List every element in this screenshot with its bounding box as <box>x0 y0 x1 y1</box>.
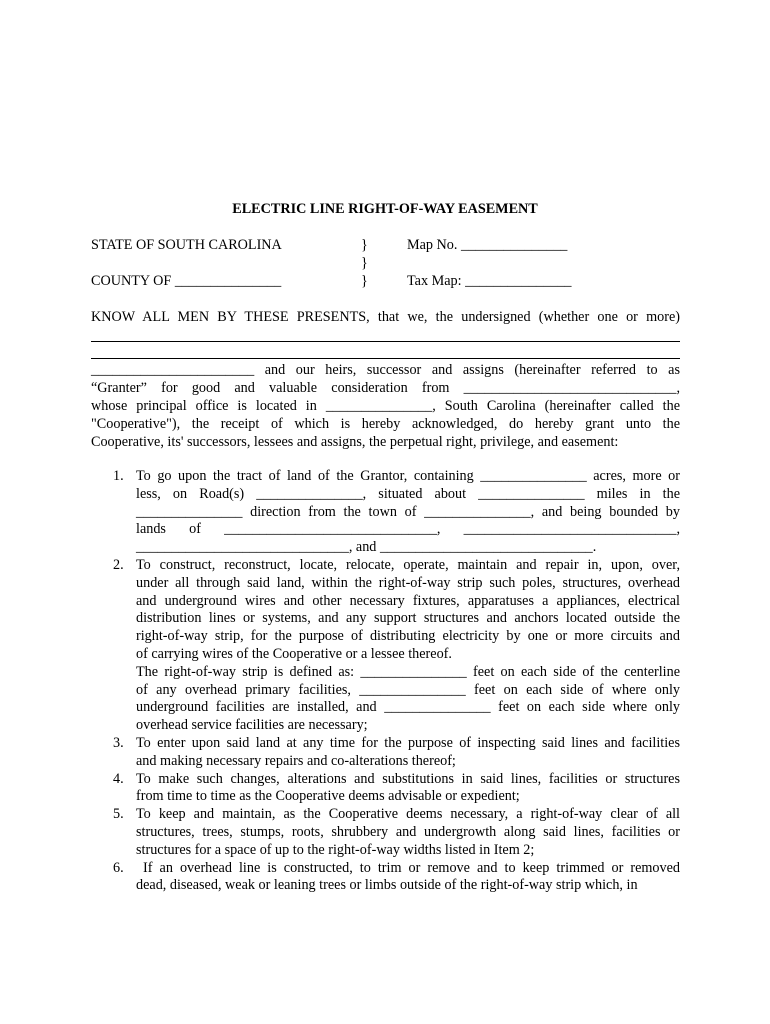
item-line: To enter upon said land at any time for the purpose of inspecting said lines and facilities <box>136 734 680 751</box>
item-line: ______________________________, and ______________________________. <box>136 539 597 556</box>
item-number: 6. <box>113 859 124 876</box>
brace: } <box>361 273 368 289</box>
easement-item <box>91 557 680 735</box>
item-line: right-of-way strip, for the purpose of distributing electricity by one or more circuits and <box>136 628 680 645</box>
brace: } <box>361 237 368 253</box>
item-line: _______________ direction from the town of _______________, and being bounded by <box>136 503 680 520</box>
item-line: To go upon the tract of land of the Grantor, containing _______________ acres, more or <box>136 468 680 484</box>
item-line: The right-of-way strip is defined as: _______________ feet on each side of the centerline <box>136 663 680 680</box>
easement-item <box>91 860 680 896</box>
item-line: If an overhead line is constructed, to trim or remove and to keep trimmed or removed <box>136 859 680 876</box>
intro-line: "Cooperative"), the receipt of which is hereby acknowledged, do hereby grant unto the <box>91 415 680 432</box>
intro-line: whose principal office is located in _______________, South Carolina (hereinafter called the <box>91 397 680 414</box>
item-line: of any overhead primary facilities, _______________ feet on each side of where only <box>136 681 680 698</box>
item-number: 5. <box>113 806 124 823</box>
item-line: of carrying wires of the Cooperative or a lessee thereof. <box>136 645 452 662</box>
easement-item <box>91 468 680 557</box>
item-line: structures for a space of up to the right-of-way widths listed in Item 2; <box>136 841 535 858</box>
intro-line: “Granter” for good and valuable consideration from ______________________________, <box>91 380 680 397</box>
intro-line: _______________________ and our heirs, successor and assigns (hereinafter referred to as <box>91 362 680 379</box>
map-number-field: Map No. _______________ <box>407 237 568 253</box>
blank-line <box>91 345 680 363</box>
item-line: To make such changes, alterations and substitutions in said lines, facilities or structures <box>136 770 680 787</box>
item-line: less, on Road(s) _______________, situated about _______________ miles in the <box>136 485 680 502</box>
brace: } <box>361 255 368 271</box>
item-line: and underground wires and other necessary fixtures, apparatuses a appliances, electrical <box>136 592 680 609</box>
easement-item <box>91 771 680 807</box>
item-line: structures, trees, stumps, roots, shrubbery and undergrowth along said lines, facilities or <box>136 823 680 840</box>
intro-line: KNOW ALL MEN BY THESE PRESENTS, that we, the undersigned (whether one or more) <box>91 309 680 325</box>
item-number: 3. <box>113 734 124 751</box>
document-title: ELECTRIC LINE RIGHT-OF-WAY EASEMENT <box>232 201 538 217</box>
item-number: 2. <box>113 556 124 573</box>
tax-map-field: Tax Map: _______________ <box>407 273 572 289</box>
item-line: distribution lines or systems, and any support structures and anchors located outside the <box>136 610 680 627</box>
state-label: STATE OF SOUTH CAROLINA <box>91 237 282 253</box>
intro-paragraph <box>91 309 680 451</box>
item-line: To construct, reconstruct, locate, relocate, operate, maintain and repair in, upon, over, <box>136 556 680 573</box>
item-line: lands of ______________________________, ______________________________, <box>136 521 680 538</box>
item-line: dead, diseased, weak or leaning trees or limbs outside of the right-of-way strip which, in <box>136 877 638 894</box>
item-line: To keep and maintain, as the Cooperative deems necessary, a right-of-way clear of all <box>136 806 680 823</box>
item-number: 4. <box>113 770 124 787</box>
county-field: COUNTY OF _______________ <box>91 273 282 289</box>
easement-items-list <box>91 468 680 895</box>
item-number: 1. <box>113 468 124 484</box>
item-line: overhead service facilities are necessary; <box>136 717 368 734</box>
intro-line: Cooperative, its' successors, lessees and assigns, the perpetual right, privilege, and easement: <box>91 433 619 450</box>
blank-line <box>91 327 680 345</box>
easement-item <box>91 806 680 859</box>
item-line: underground facilities are installed, and _______________ feet on each side where only <box>136 699 680 716</box>
item-line: and making necessary repairs and co-alterations thereof; <box>136 752 456 769</box>
easement-item <box>91 735 680 771</box>
item-line: under all through said land, within the right-of-way strip such poles, structures, overhead <box>136 574 680 591</box>
item-line: from time to time as the Cooperative deems advisable or expedient; <box>136 788 520 805</box>
